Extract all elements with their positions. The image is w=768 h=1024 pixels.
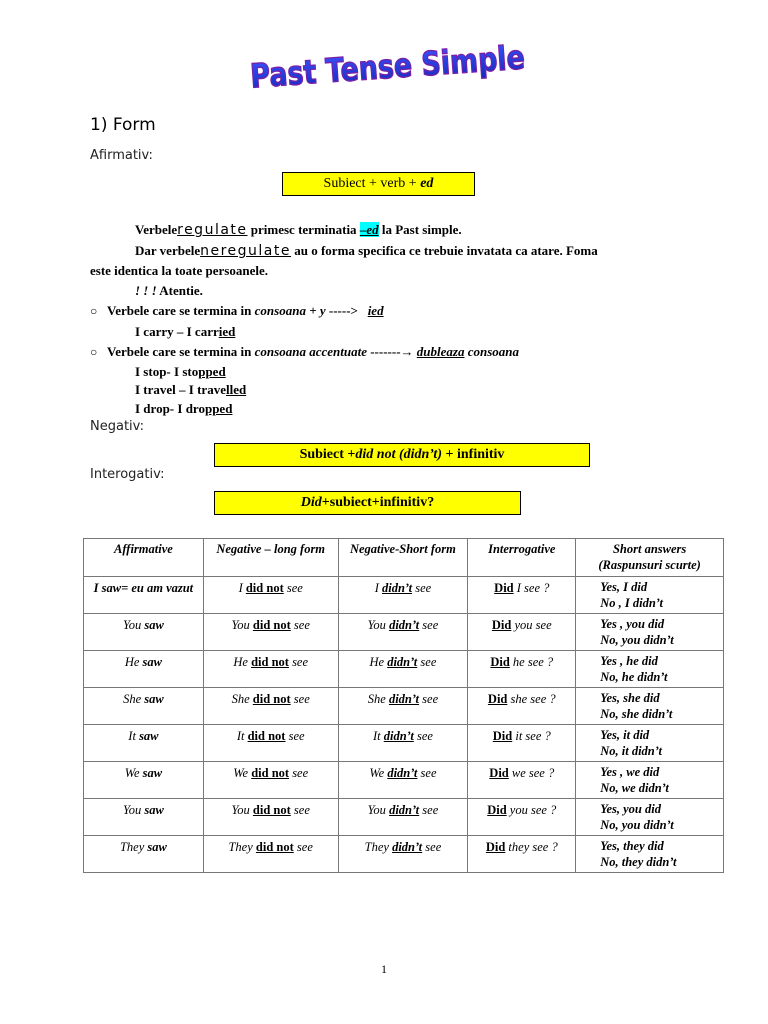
cell-short-answers: Yes , you did No, you didn’t — [576, 614, 724, 651]
bullet-consoana-y: ○ Verbele care se termina in consoana + y -----> ied — [90, 303, 384, 318]
cell-affirmative: I saw= eu am vazut — [84, 577, 204, 614]
cell-short-answers: Yes, she did No, she didn’t — [576, 688, 724, 725]
afirmativ-label: Afirmativ: — [90, 148, 153, 163]
table-row — [84, 725, 724, 762]
cell-interrogative: Did I see ? — [468, 577, 576, 614]
page-number: 1 — [381, 962, 387, 976]
table-row — [84, 614, 724, 651]
cell-negative-long: He did not see — [203, 651, 338, 688]
table-row — [84, 688, 724, 725]
word-regulate: regulate — [177, 222, 248, 238]
header-affirmative: Affirmative — [84, 539, 204, 577]
cell-short-answers: Yes , he did No, he didn’t — [576, 651, 724, 688]
cell-short-answers: Yes, I did No , I didn’t — [576, 577, 724, 614]
cell-negative-long: I did not see — [203, 577, 338, 614]
negativ-label: Negativ: — [90, 419, 145, 434]
interogativ-label: Interogativ: — [90, 467, 165, 482]
rule-line-2: Dar verbeleneregulate au o forma specifica ce trebuie invatata ca atare. Foma — [135, 243, 598, 259]
header-negative-long: Negative – long form — [203, 539, 338, 577]
interogativ-formula: Did+subiect+infinitiv? — [214, 491, 521, 515]
cell-negative-short: It didn’t see — [338, 725, 468, 762]
cell-negative-long: You did not see — [203, 614, 338, 651]
cell-negative-short: He didn’t see — [338, 651, 468, 688]
cell-affirmative: We saw — [84, 762, 204, 799]
cell-affirmative: You saw — [84, 799, 204, 836]
cell-negative-short: I didn’t see — [338, 577, 468, 614]
cell-affirmative: You saw — [84, 614, 204, 651]
table-row — [84, 651, 724, 688]
cell-negative-short: She didn’t see — [338, 688, 468, 725]
example-drop: I drop- I dropped — [135, 401, 233, 416]
title-wordart — [246, 33, 588, 98]
rule-line-1: Verbeleregulate primesc terminatia –ed la Past simple. — [135, 222, 462, 238]
table-row — [84, 836, 724, 873]
header-short-answers: Short answers (Raspunsuri scurte) — [576, 539, 724, 577]
cell-affirmative: They saw — [84, 836, 204, 873]
table-row — [84, 577, 724, 614]
cell-affirmative: It saw — [84, 725, 204, 762]
cell-negative-long: It did not see — [203, 725, 338, 762]
table-header-row — [84, 539, 724, 577]
cell-negative-long: You did not see — [203, 799, 338, 836]
table-row — [84, 799, 724, 836]
cell-short-answers: Yes, they did No, they didn’t — [576, 836, 724, 873]
cell-interrogative: Did he see ? — [468, 651, 576, 688]
cell-negative-long: She did not see — [203, 688, 338, 725]
rule-line-3: este identica la toate persoanele. — [90, 263, 268, 278]
cell-negative-long: They did not see — [203, 836, 338, 873]
cell-negative-short: You didn’t see — [338, 799, 468, 836]
form-heading: 1) Form — [90, 115, 156, 135]
word-neregulate: neregulate — [200, 243, 291, 259]
cell-interrogative: Did they see ? — [468, 836, 576, 873]
ed-highlight: –ed — [359, 222, 379, 237]
cell-short-answers: Yes, it did No, it didn’t — [576, 725, 724, 762]
example-stop: I stop- I stopped — [135, 364, 226, 379]
cell-affirmative: She saw — [84, 688, 204, 725]
cell-short-answers: Yes, you did No, you didn’t — [576, 799, 724, 836]
example-carry: I carry – I carried — [135, 324, 236, 339]
afirmativ-formula: Subiect + verb + ed — [282, 172, 475, 196]
cell-short-answers: Yes , we did No, we didn’t — [576, 762, 724, 799]
header-negative-short: Negative-Short form — [338, 539, 468, 577]
cell-negative-long: We did not see — [203, 762, 338, 799]
cell-interrogative: Did it see ? — [468, 725, 576, 762]
title-text: Past Tense Simple — [249, 33, 588, 96]
cell-negative-short: You didn’t see — [338, 614, 468, 651]
cell-interrogative: Did we see ? — [468, 762, 576, 799]
example-travel: I travel – I travelled — [135, 382, 247, 397]
conjugation-table — [83, 538, 724, 873]
cell-affirmative: He saw — [84, 651, 204, 688]
negativ-formula: Subiect +did not (didn’t) + infinitiv — [214, 443, 590, 467]
cell-negative-short: They didn’t see — [338, 836, 468, 873]
cell-interrogative: Did she see ? — [468, 688, 576, 725]
cell-interrogative: Did you see ? — [468, 799, 576, 836]
bullet-circle-icon: ○ — [90, 304, 98, 318]
cell-negative-short: We didn’t see — [338, 762, 468, 799]
table-row — [84, 762, 724, 799]
atentie-line: ! ! ! Atentie. — [135, 283, 203, 298]
header-interrogative: Interrogative — [468, 539, 576, 577]
bullet-circle-icon: ○ — [90, 345, 98, 359]
cell-interrogative: Did you see — [468, 614, 576, 651]
bullet-consoana-accentuate: ○ Verbele care se termina in consoana accentuate -------→ dubleaza consoana — [90, 344, 519, 359]
